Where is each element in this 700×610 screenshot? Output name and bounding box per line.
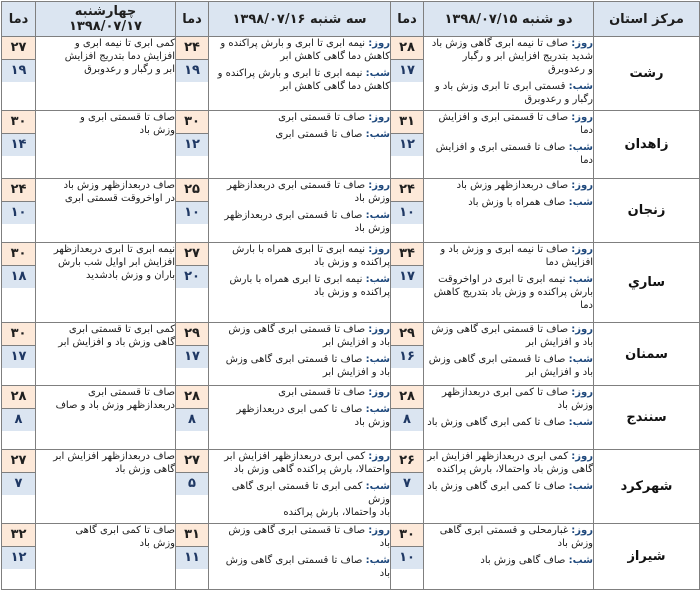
day2-max-temp: ۲۵ [176,179,208,202]
day1-night-text: صاف تا قسمتی ابری گاهی وزش باد و افزایش ابر [428,354,593,378]
day1-day-text: صاف تا نیمه ابری و وزش باد و افزایش دما [440,244,593,268]
day1-max-temp: ۲۸ [391,37,423,60]
day2-min-temp: ۸ [176,409,208,431]
night-label: شب: [568,197,593,208]
day2-night-forecast [209,403,390,429]
day2-night-text: صاف تا قسمتی ابری [275,129,363,140]
day-label: روز: [571,244,593,255]
header-temp-day1: دما [391,2,424,37]
day3-text: صاف دربعدازظهر افزایش ابر گاهی وزش باد [53,451,175,475]
day1-day-text: صاف دربعدازظهر وزش باد [456,180,569,191]
header-day3: چهارشنبه ۱۳۹۸/۰۷/۱۷ [36,2,176,37]
day-label: روز: [368,387,390,398]
night-label: شب: [568,417,593,428]
day1-day-text: غبارمحلی و قسمتی ابری گاهی وزش باد [439,525,593,549]
province-name: شیراز [594,524,700,590]
header-day1: دو شنبه ۱۳۹۸/۰۷/۱۵ [424,2,594,37]
day2-day-text: صاف تا قسمتی ابری گاهی وزش باد [228,525,390,549]
day1-night-forecast [424,80,593,106]
day1-day-forecast [424,243,593,269]
day-label: روز: [368,525,390,536]
day3-text: صاف تا قسمتی ابری دربعدازظهر وزش باد و صاف [55,387,175,411]
day3-max-temp: ۲۷ [2,37,35,60]
day2-description [209,386,391,450]
day1-day-forecast [424,323,593,349]
day3-text: کمی ابری تا نیمه ابری و افزایش دما بتدریج افزایش ابر و رگبار و رعدوبرق [64,38,175,75]
day1-night-forecast [424,480,593,493]
table-row [2,323,700,386]
day1-day-text: صاف تا قسمتی ابری و افزایش دما [438,112,593,136]
day1-temperature [391,524,424,590]
day2-max-temp: ۳۱ [176,524,208,547]
night-label: شب: [568,274,593,285]
day2-description [209,179,391,243]
province-name: شهرکرد [594,450,700,524]
day2-temperature [176,450,209,524]
day2-description [209,111,391,179]
table-row [2,450,700,524]
day2-day-text: صاف تا قسمتی ابری [278,112,366,123]
day1-night-forecast [424,353,593,379]
day1-night-text: قسمتی ابری تا ابری وزش باد و رگبار و رعدوبرق [434,81,593,105]
day1-max-temp: ۳۴ [391,243,423,266]
day-label: روز: [571,180,593,191]
day2-night-text: صاف تا قسمتی ابری دربعدازظهر وزش باد [224,210,390,234]
day1-min-temp: ۱۷ [391,266,423,288]
table-row [2,111,700,179]
day1-night-text: صاف تا قسمتی ابری و افزایش دما [435,142,593,166]
day3-text: صاف تا قسمتی ابری و وزش باد [79,112,175,136]
night-label: شب: [365,210,390,221]
day1-min-temp: ۸ [391,409,423,431]
day2-day-forecast [209,111,390,124]
day3-min-temp: ۱۴ [2,134,35,156]
day3-text: نیمه ابری تا ابری دربعدازظهر افزایش ابر اوایل شب بارش باران و وزش بادشدید [53,244,175,281]
day1-night-forecast [424,416,593,429]
day1-min-temp: ۱۶ [391,346,423,368]
header-row [2,2,700,37]
day-label: روز: [368,180,390,191]
day1-day-text: صاف تا کمی ابری دربعدازظهر وزش باد [442,387,593,411]
table-row [2,243,700,323]
day-label: روز: [571,387,593,398]
night-label: شب: [365,354,390,365]
day2-description [209,524,391,590]
day2-max-temp: ۲۸ [176,386,208,409]
day2-night-forecast [209,480,390,519]
day-label: روز: [368,324,390,335]
day1-day-forecast [424,386,593,412]
day-label: روز: [571,324,593,335]
day2-day-forecast [209,386,390,399]
day2-min-temp: ۲۰ [176,266,208,288]
day2-night-forecast [209,209,390,235]
day3-text: کمی ابری تا قسمتی ابری گاهی وزش باد و افزایش ابر [58,324,175,348]
day2-temperature [176,179,209,243]
day2-max-temp: ۳۰ [176,111,208,134]
night-label: شب: [365,404,390,415]
day1-temperature [391,111,424,179]
day3-temperature [2,111,36,179]
day2-day-forecast [209,450,390,476]
day2-day-text: صاف تا قسمتی ابری دربعدازظهر وزش باد [227,180,390,204]
day2-description [209,37,391,111]
day1-day-text: کمی ابری دربعدازظهر افزایش ابر گاهی وزش باد واحتمالا، بارش پراکنده [427,451,593,475]
day-label: روز: [571,38,593,49]
day3-temperature [2,179,36,243]
day2-day-text: نیمه ابری تا ابری همراه با بارش پراکنده و وزش باد [232,244,390,268]
night-label: شب: [568,555,593,566]
day2-min-temp: ۱۹ [176,60,208,82]
day2-min-temp: ۵ [176,473,208,495]
day2-night-text: نیمه ابری تا ابری همراه با بارش پراکنده و وزش باد [229,274,390,298]
day3-temperature [2,323,36,386]
night-label: شب: [568,142,593,153]
day2-max-temp: ۲۹ [176,323,208,346]
header-temp-day3: دما [2,2,36,37]
day3-min-temp: ۱۷ [2,346,35,368]
day1-night-text: صاف تا کمی ابری گاهی وزش باد [427,481,566,492]
day2-night-forecast [209,273,390,299]
header-day2: سه شنبه ۱۳۹۸/۰۷/۱۶ [209,2,391,37]
day2-min-temp: ۱۱ [176,547,208,569]
day2-night-text: صاف تا قسمتی ابری گاهی وزش باد [225,555,390,579]
day3-description [36,524,176,590]
day1-max-temp: ۲۸ [391,386,423,409]
day1-min-temp: ۱۷ [391,60,423,82]
province-name: زنجان [594,179,700,243]
header-temp-day2: دما [176,2,209,37]
day2-night-text: نیمه ابری تا ابری و بارش پراکنده و کاهش دما گاهی کاهش ابر [217,68,390,92]
day3-max-temp: ۳۰ [2,323,35,346]
day1-day-text: صاف تا نیمه ابری گاهی وزش باد شدید بتدریج افزایش ابر و رگبار و رعدوبرق [431,38,593,75]
table-row [2,179,700,243]
day1-day-forecast [424,111,593,137]
day2-day-text: کمی ابری دربعدازظهر افزایش ابر واحتمالا، بارش پراکنده گاهی وزش باد [224,451,390,475]
day3-temperature [2,243,36,323]
day3-text: صاف تا کمی ابری گاهی وزش باد [75,525,175,549]
day3-max-temp: ۳۰ [2,111,35,134]
day1-day-forecast [424,450,593,476]
day2-min-temp: ۱۰ [176,202,208,224]
day2-max-temp: ۲۷ [176,243,208,266]
day1-night-forecast [424,141,593,167]
day2-night-text: صاف تا کمی ابری دربعدازظهر وزش باد [236,404,390,428]
day2-day-text: صاف تا قسمتی ابری [278,387,366,398]
day1-description [424,111,594,179]
day1-night-forecast [424,273,593,312]
day2-temperature [176,323,209,386]
day2-night-text: صاف تا قسمتی ابری گاهی وزش باد و افزایش ابر [225,354,390,378]
day2-day-forecast [209,37,390,63]
day3-min-temp: ۱۰ [2,202,35,224]
province-name: رشت [594,37,700,111]
day-label: روز: [368,451,390,462]
province-name: ساري [594,243,700,323]
day1-night-text: صاف تا کمی ابری گاهی وزش باد [427,417,566,428]
day2-description [209,243,391,323]
forecast-table [1,1,700,590]
day2-description [209,450,391,524]
day2-day-text: صاف تا قسمتی ابری گاهی وزش باد و افزایش ابر [228,324,390,348]
table-row [2,386,700,450]
day2-temperature [176,111,209,179]
day1-min-temp: ۱۰ [391,547,423,569]
day2-temperature [176,386,209,450]
day1-min-temp: ۱۰ [391,202,423,224]
day3-description [36,386,176,450]
day1-max-temp: ۲۹ [391,323,423,346]
night-label: شب: [568,481,593,492]
day1-description [424,450,594,524]
day1-day-forecast [424,179,593,192]
day2-night-forecast [209,554,390,580]
day1-max-temp: ۲۴ [391,179,423,202]
day1-description [424,179,594,243]
day-label: روز: [571,112,593,123]
day2-day-text: نیمه ابری تا ابری و بارش پراکنده و کاهش دما گاهی کاهش ابر [220,38,390,62]
day3-description [36,37,176,111]
day3-max-temp: ۲۴ [2,179,35,202]
night-label: شب: [365,555,390,566]
day3-min-temp: ۱۸ [2,266,35,288]
day1-min-temp: ۱۲ [391,134,423,156]
day1-day-forecast [424,524,593,550]
day2-temperature [176,37,209,111]
day3-max-temp: ۲۸ [2,386,35,409]
province-name: سنندج [594,386,700,450]
day3-description [36,243,176,323]
day3-min-temp: ۱۹ [2,60,35,82]
day3-description [36,179,176,243]
day1-night-text: نیمه ابری تا ابری در اواخروقت بارش پراکنده و وزش باد بتدریج کاهش دما [433,274,593,311]
day-label: روز: [571,451,593,462]
day2-night-forecast [209,67,390,93]
day-label: روز: [368,38,390,49]
day3-description [36,111,176,179]
day1-temperature [391,386,424,450]
day1-temperature [391,450,424,524]
day2-night-forecast [209,353,390,379]
day-label: روز: [368,244,390,255]
day1-night-forecast [424,554,593,567]
night-label: شب: [568,81,593,92]
day3-max-temp: ۲۷ [2,450,35,473]
day1-max-temp: ۳۱ [391,111,423,134]
day1-max-temp: ۳۰ [391,524,423,547]
day2-description [209,323,391,386]
province-name: سمنان [594,323,700,386]
province-name: زاهدان [594,111,700,179]
day3-min-temp: ۱۲ [2,547,35,569]
day1-temperature [391,323,424,386]
day2-day-forecast [209,323,390,349]
night-label: شب: [365,129,390,140]
day2-max-temp: ۲۷ [176,450,208,473]
night-label: شب: [365,68,390,79]
night-label: شب: [365,481,390,492]
day1-description [424,243,594,323]
day-label: روز: [368,112,390,123]
day1-night-text: صاف همراه با وزش باد [468,197,566,208]
day1-temperature [391,243,424,323]
day3-temperature [2,450,36,524]
day3-description [36,450,176,524]
day1-day-forecast [424,37,593,76]
day1-description [424,524,594,590]
day2-night-text: کمی ابری تا قسمتی ابری گاهی وزش باد واحتمالا، بارش پراکنده [231,481,390,518]
day2-temperature [176,524,209,590]
day2-temperature [176,243,209,323]
day3-description [36,323,176,386]
day1-temperature [391,37,424,111]
day3-min-temp: ۸ [2,409,35,431]
day1-min-temp: ۷ [391,473,423,495]
day1-max-temp: ۲۶ [391,450,423,473]
table-row [2,37,700,111]
day2-max-temp: ۲۴ [176,37,208,60]
day2-min-temp: ۱۷ [176,346,208,368]
day3-temperature [2,386,36,450]
day1-description [424,37,594,111]
day1-description [424,323,594,386]
day3-min-temp: ۷ [2,473,35,495]
day3-temperature [2,37,36,111]
day2-day-forecast [209,524,390,550]
night-label: شب: [365,274,390,285]
day2-night-forecast [209,128,390,141]
day2-min-temp: ۱۲ [176,134,208,156]
day3-text: صاف دربعدازظهر وزش باد در اواخروقت قسمتی ابری [63,180,175,204]
day2-day-forecast [209,243,390,269]
day3-max-temp: ۳۰ [2,243,35,266]
day1-night-forecast [424,196,593,209]
day3-max-temp: ۳۲ [2,524,35,547]
day3-temperature [2,524,36,590]
table-row [2,524,700,590]
header-province: مرکز استان [594,2,700,37]
day1-day-text: صاف تا قسمتی ابری گاهی وزش باد و افزایش ابر [431,324,593,348]
day1-night-text: صاف گاهی وزش باد [480,555,566,566]
day-label: روز: [571,525,593,536]
day1-description [424,386,594,450]
day2-day-forecast [209,179,390,205]
day1-temperature [391,179,424,243]
night-label: شب: [568,354,593,365]
